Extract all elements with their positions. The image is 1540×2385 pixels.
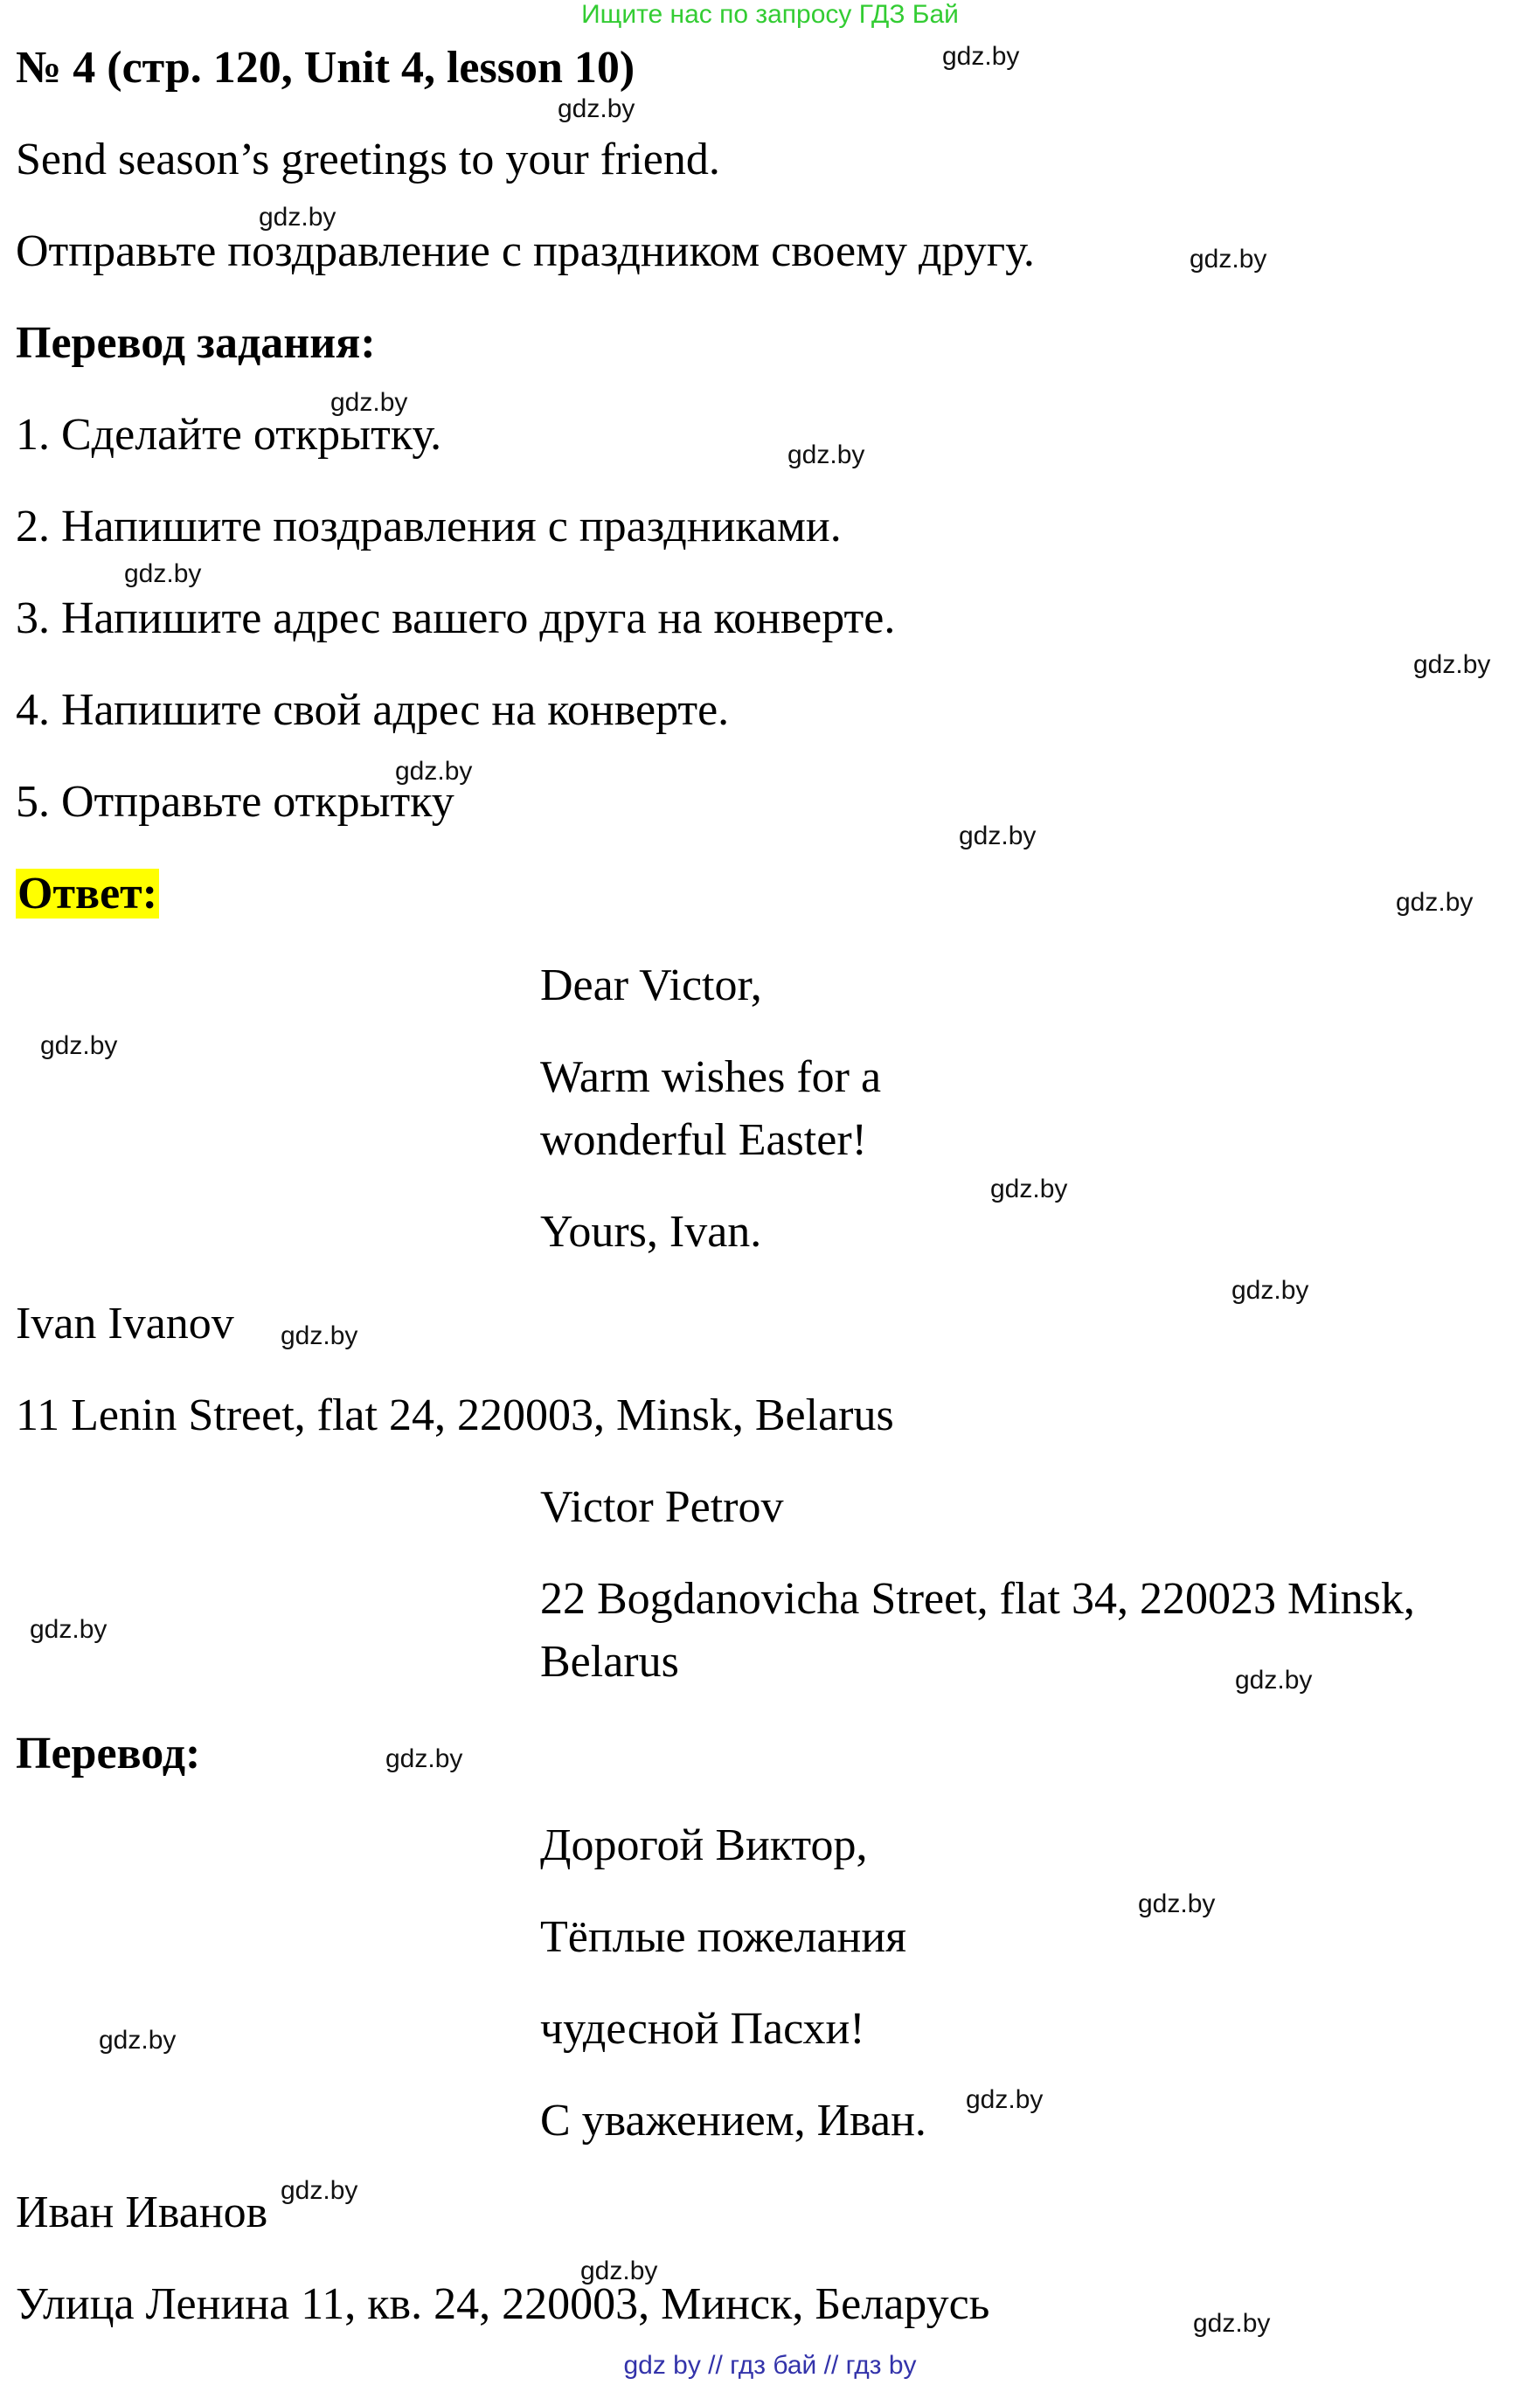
watermark: gdz.by (959, 822, 1037, 850)
card-greeting-ru: Дорогой Виктор, (540, 1820, 868, 1870)
step-item: 2. Напишите поздравления с праздниками. (16, 502, 842, 551)
card-wish-line: Warm wishes for a (540, 1052, 882, 1102)
task-russian: Отправьте поздравление с праздником своему другу. (16, 226, 1035, 276)
sender-address: 11 Lenin Street, flat 24, 220003, Minsk, Belarus (16, 1390, 894, 1440)
step-item: 3. Напишите адрес вашего друга на конверте. (16, 593, 896, 643)
answer-heading (16, 868, 159, 920)
watermark: gdz.by (1138, 1889, 1216, 1918)
watermark: gdz.by (1190, 245, 1267, 274)
watermark: gdz.by (1235, 1666, 1313, 1695)
card-wish-line-ru: чудесной Пасхи! (540, 2004, 865, 2054)
step-item: 4. Напишите свой адрес на конверте. (16, 685, 730, 735)
watermark: gdz.by (385, 1744, 463, 1773)
watermark: gdz.by (580, 2257, 658, 2285)
card-wish-line-ru: Тёплые пожелания (540, 1912, 907, 1962)
sender-address-ru: Улица Ленина 11, кв. 24, 220003, Минск, Беларусь (16, 2279, 990, 2329)
card-closing-ru: С уважением, Иван. (540, 2096, 926, 2146)
watermark: gdz.by (40, 1031, 118, 1060)
watermark: gdz.by (99, 2026, 177, 2055)
task-english: Send season’s greetings to your friend. (16, 135, 720, 184)
top-banner: Ищите нас по запросу ГДЗ Бай (581, 0, 959, 29)
watermark: gdz.by (990, 1175, 1068, 1203)
watermark: gdz.by (966, 2085, 1044, 2114)
card-greeting: Dear Victor, (540, 960, 762, 1010)
watermark: gdz.by (1231, 1276, 1309, 1305)
watermark: gdz.by (30, 1615, 108, 1644)
watermark: gdz.by (558, 94, 635, 123)
recipient-address: Belarus (540, 1637, 679, 1687)
watermark: gdz.by (259, 203, 336, 232)
watermark: gdz.by (330, 388, 408, 417)
translation-heading: Перевод: (16, 1729, 201, 1778)
card-wish-line: wonderful Easter! (540, 1115, 867, 1165)
watermark: gdz.by (1396, 888, 1474, 917)
card-closing: Yours, Ivan. (540, 1207, 762, 1257)
recipient-name: Victor Petrov (540, 1482, 784, 1532)
watermark: gdz.by (281, 1321, 358, 1350)
watermark: gdz.by (1413, 650, 1491, 679)
watermark: gdz.by (395, 757, 473, 786)
sender-name: Ivan Ivanov (16, 1299, 234, 1348)
watermark: gdz.by (1193, 2309, 1271, 2338)
step-item: 5. Отправьте открытку (16, 777, 454, 827)
sender-name-ru: Иван Иванов (16, 2187, 268, 2237)
page-title: № 4 (стр. 120, Unit 4, lesson 10) (16, 43, 635, 93)
bottom-banner: gdz by // гдз бай // гдз by (623, 2351, 917, 2380)
watermark: gdz.by (281, 2176, 358, 2205)
step-item: 1. Сделайте открытку. (16, 410, 442, 460)
answer-highlight: Ответ: (17, 869, 158, 919)
watermark: gdz.by (124, 559, 202, 588)
watermark: gdz.by (787, 440, 865, 469)
task-translation-heading: Перевод задания: (16, 318, 376, 368)
watermark: gdz.by (942, 42, 1020, 71)
recipient-address: 22 Bogdanovicha Street, flat 34, 220023 Minsk, (540, 1574, 1415, 1624)
